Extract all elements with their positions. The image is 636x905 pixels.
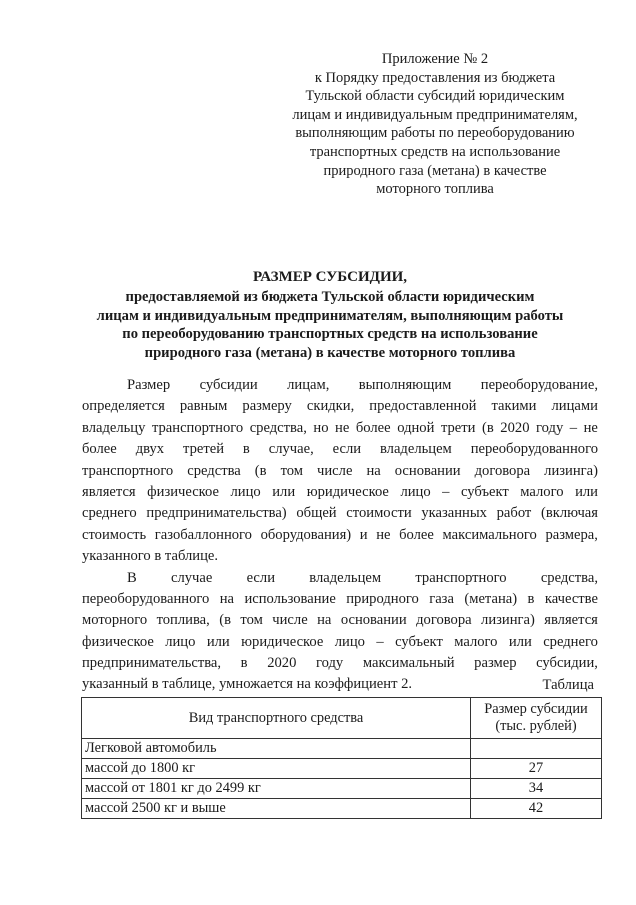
word: стоимости xyxy=(346,505,412,522)
appendix-line: лицам и индивидуальным предпринимателям, xyxy=(292,106,578,123)
table-caption: Таблица xyxy=(542,677,594,693)
word: является xyxy=(544,612,598,629)
word: В xyxy=(127,569,137,586)
word: числе xyxy=(272,612,308,629)
word: случае, xyxy=(268,441,314,458)
word: среднего xyxy=(82,505,137,522)
word: качестве xyxy=(544,590,598,607)
word: переоборудование, xyxy=(480,377,598,393)
word: владельцу xyxy=(82,419,146,436)
paragraph-2-last-line: указанный в таблице, умножается на коэффициент 2. xyxy=(82,676,413,693)
word: средства, xyxy=(249,419,307,436)
word: субъект xyxy=(461,483,509,500)
group-label: Легковой автомобиль xyxy=(82,739,471,759)
word: на xyxy=(219,590,235,607)
word: 2020 xyxy=(500,419,530,436)
justified-line xyxy=(82,461,598,482)
word: скидки, xyxy=(306,398,355,415)
word: не xyxy=(583,419,598,436)
word: транспортного xyxy=(151,419,244,436)
word: малого xyxy=(454,633,498,650)
table-row xyxy=(82,759,602,779)
justified-line xyxy=(82,375,598,396)
word: размер xyxy=(474,655,517,672)
word: в xyxy=(527,590,535,607)
word: среднего xyxy=(543,633,598,650)
appendix-line: к Порядку предоставления из бюджета xyxy=(314,69,556,86)
word: юридическое xyxy=(306,483,389,500)
word: субсидии, xyxy=(536,655,598,672)
title-subline: лицам и индивидуальным предпринимателям, выполняющим работы xyxy=(96,307,564,324)
row-value: 34 xyxy=(471,779,602,799)
word: на xyxy=(366,462,381,479)
paragraph-1 xyxy=(82,375,598,546)
word: равным xyxy=(179,398,228,415)
word: лицо xyxy=(230,483,261,500)
subsidy-table xyxy=(81,697,602,819)
table-row xyxy=(82,779,602,799)
row-value: 42 xyxy=(471,799,602,819)
table-row xyxy=(82,799,602,819)
word: или xyxy=(508,633,532,650)
word: (в xyxy=(482,419,494,436)
word: размера, xyxy=(545,526,598,543)
title-subline: природного газа (метана) в качестве моторного топлива xyxy=(144,345,516,362)
word: том xyxy=(240,612,263,629)
word: если xyxy=(246,569,276,586)
word: моторного xyxy=(82,612,148,629)
word: году xyxy=(315,655,344,672)
word: не xyxy=(376,526,391,543)
body-text xyxy=(82,375,598,696)
justified-line xyxy=(82,439,598,460)
word: Размер xyxy=(127,377,171,393)
appendix-line: природного газа (метана) в качестве xyxy=(323,162,547,179)
word: году xyxy=(536,419,564,436)
word: и xyxy=(359,526,368,543)
word: средства xyxy=(187,462,241,479)
word: физическое xyxy=(82,633,154,650)
word: том xyxy=(280,462,304,479)
word: средства, xyxy=(540,569,598,586)
word: определяется xyxy=(82,398,165,415)
word: является xyxy=(82,483,136,500)
word: третей xyxy=(183,441,225,458)
appendix-header xyxy=(270,50,600,199)
word: топлива, xyxy=(156,612,210,629)
word: или xyxy=(206,633,230,650)
word: но xyxy=(313,419,329,436)
paragraph-2 xyxy=(82,568,598,675)
word: двух xyxy=(135,441,165,458)
justified-line xyxy=(82,653,598,674)
word: – xyxy=(442,483,450,500)
title-subline: по переоборудованию транспортных средств на использование xyxy=(122,326,538,343)
title-main: РАЗМЕР СУБСИДИИ, xyxy=(252,269,408,285)
word: транспортного xyxy=(82,462,174,479)
word: случае xyxy=(170,569,213,586)
word: максимального xyxy=(442,526,537,543)
word: 2020 xyxy=(267,655,297,672)
appendix-line: Приложение № 2 xyxy=(381,51,489,67)
word: транспортного xyxy=(415,569,507,586)
word: оборудования) xyxy=(260,526,352,543)
word: работ xyxy=(496,505,532,522)
word: выполняющим xyxy=(358,377,452,393)
justified-line xyxy=(82,418,598,439)
word: юридическое xyxy=(241,633,324,650)
word: основании xyxy=(394,462,461,479)
word: лицо xyxy=(165,633,196,650)
word: на xyxy=(317,612,332,629)
word: или xyxy=(575,483,598,500)
word: основании xyxy=(340,612,407,629)
word: природного xyxy=(346,590,419,607)
table-group-row xyxy=(82,739,602,759)
word: одной xyxy=(397,419,435,436)
word: более xyxy=(399,526,434,543)
word: размеру xyxy=(242,398,292,415)
justified-line xyxy=(82,568,598,589)
group-value-empty xyxy=(471,739,602,759)
word: лицами xyxy=(551,398,598,415)
word: числе xyxy=(317,462,353,479)
word: субсидии xyxy=(199,377,258,393)
appendix-line: выполняющим работы по переоборудованию xyxy=(295,125,575,142)
word: если xyxy=(332,441,362,458)
word: использование xyxy=(244,590,336,607)
paragraph-1-last-line: указанного в таблице. xyxy=(82,548,219,565)
row-value: 27 xyxy=(471,759,602,779)
header-vehicle-type: Вид транспортного средства xyxy=(82,698,471,739)
document-title xyxy=(70,268,590,363)
row-label: массой до 1800 кг xyxy=(82,759,471,779)
word: – xyxy=(569,419,578,436)
justified-line xyxy=(82,525,598,546)
word: стоимость xyxy=(82,526,147,543)
word: более xyxy=(355,419,391,436)
header-amount-line: Размер субсидии xyxy=(484,701,588,717)
word: указанных xyxy=(421,505,487,522)
word: (в xyxy=(254,462,267,479)
appendix-line: Тульской области субсидий юридическим xyxy=(305,88,565,105)
word: общей xyxy=(296,505,337,522)
word: переоборудованного xyxy=(82,590,210,607)
word: владельцем xyxy=(379,441,452,458)
header-amount-line: (тыс. рублей) xyxy=(495,718,577,734)
word: переоборудованного xyxy=(470,441,598,458)
word: (включая xyxy=(541,505,598,522)
row-label: массой от 1801 кг до 2499 кг xyxy=(82,779,471,799)
header-subsidy-amount xyxy=(471,698,602,739)
word: – xyxy=(376,633,384,650)
word: более xyxy=(82,441,117,458)
justified-line xyxy=(82,632,598,653)
word: предоставленной xyxy=(369,398,477,415)
word: трети xyxy=(440,419,476,436)
word: в xyxy=(240,655,248,672)
word: лицам, xyxy=(287,377,330,393)
justified-line xyxy=(82,396,598,417)
title-subline: предоставляемой из бюджета Тульской области юридическим xyxy=(125,288,535,305)
word: (метана) xyxy=(464,590,518,607)
word: малого xyxy=(520,483,564,500)
word: лицо xyxy=(400,483,431,500)
word: физическое xyxy=(147,483,219,500)
appendix-line: транспортных средств на использование xyxy=(309,143,561,160)
justified-line xyxy=(82,482,598,503)
word: лизинга) xyxy=(481,612,535,629)
table-header-row xyxy=(82,698,602,739)
word: газобаллонного xyxy=(154,526,252,543)
word: (в xyxy=(219,612,231,629)
justified-line xyxy=(82,589,598,610)
word: максимальный xyxy=(362,655,455,672)
word: лизинга) xyxy=(544,462,598,479)
word: субъект xyxy=(395,633,443,650)
justified-line xyxy=(82,503,598,524)
word: предпринимательства) xyxy=(146,505,287,522)
appendix-line: моторного топлива xyxy=(376,181,494,198)
justified-line xyxy=(82,610,598,631)
row-label: массой 2500 кг и выше xyxy=(82,799,471,819)
word: газа xyxy=(429,590,454,607)
word: лицо xyxy=(334,633,365,650)
word: договора xyxy=(474,462,531,479)
word: или xyxy=(272,483,296,500)
word: такими xyxy=(491,398,537,415)
word: в xyxy=(242,441,250,458)
word: договора xyxy=(416,612,472,629)
word: предпринимательства, xyxy=(82,655,222,672)
word: владельцем xyxy=(309,569,382,586)
word: не xyxy=(335,419,350,436)
